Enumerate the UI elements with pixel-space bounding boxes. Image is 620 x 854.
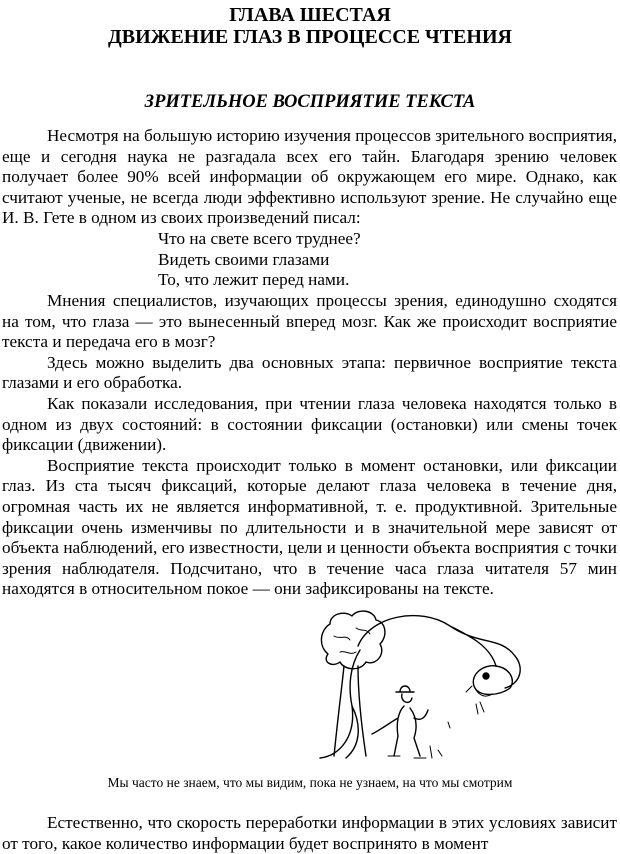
- paragraph-6: Естественно, что скорость переработки информации в этих условиях зависит от того, какое количество информации будет воспринято в момент: [2, 813, 617, 853]
- man-figure: [372, 686, 428, 756]
- figure-caption: Мы часто не знаем, что мы видим, пока не узнаем, на что мы смотрим: [107, 775, 513, 790]
- body-block-2: [2, 291, 617, 600]
- poem-line-3: То, что лежит перед нами.: [158, 270, 350, 290]
- snake-head: [473, 666, 512, 695]
- body-block-3: [2, 813, 617, 854]
- section-title: ЗРИТЕЛЬНОЕ ВОСПРИЯТИЕ ТЕКСТА: [144, 92, 476, 112]
- snake-body: [320, 616, 520, 758]
- paragraph-1: Несмотря на большую историю изучения процессов зрительного восприятия, еще и сегодня наука не разгадала всех его тайн. Благодаря зрению человек получает более 90% всей информации об окружающем его мире. Однако, как считают ученые, не всегда люди эффективно используют зрение. Не случайно еще И. В. Гете в одном из своих произведений писал:: [2, 126, 617, 228]
- illustration-tree-snake: [300, 606, 540, 766]
- paragraph-3: Здесь можно выделить два основных этапа: первичное восприятие текста глазами и его обработка.: [2, 352, 617, 393]
- tree-crown: [321, 611, 385, 669]
- poem-quote: [158, 229, 361, 291]
- poem-line-2: Видеть своими глазами: [158, 249, 330, 269]
- chapter-number: ГЛАВА ШЕСТАЯ: [229, 4, 391, 26]
- body-block-1: [2, 126, 617, 229]
- poem-line-1: Что на свете всего труднее?: [158, 229, 361, 248]
- paragraph-5: Восприятие текста происходит только в момент остановки, или фиксации глаз. Из ста тысяч фиксаций, которые делают глаза человека в течение дня, огромная часть их не является информативной, т. е. продуктивной. Зрительные фиксации очень изменчивы по длительности и в значительной мере зависят от объекта наблюдений, его известности, цели и ценности объекта восприятия с точки зрения наблюдателя. Подсчитано, что в течение часа глаза читателя 57 мин находятся в относительном покое — они зафиксированы на тексте.: [2, 455, 617, 599]
- chapter-title: ДВИЖЕНИЕ ГЛАЗ В ПРОЦЕССЕ ЧТЕНИЯ: [108, 26, 512, 48]
- paragraph-4: Как показали исследования, при чтении глаза человека находятся только в одном из двух состояний: в состоянии фиксации (остановки) или смены точек фиксации (движении).: [2, 393, 617, 455]
- paragraph-2: Мнения специалистов, изучающих процессы зрения, единодушно сходятся на том, что глаза — это вынесенный вперед мозг. Как же происходит восприятие текста и передача его в мозг?: [2, 291, 617, 352]
